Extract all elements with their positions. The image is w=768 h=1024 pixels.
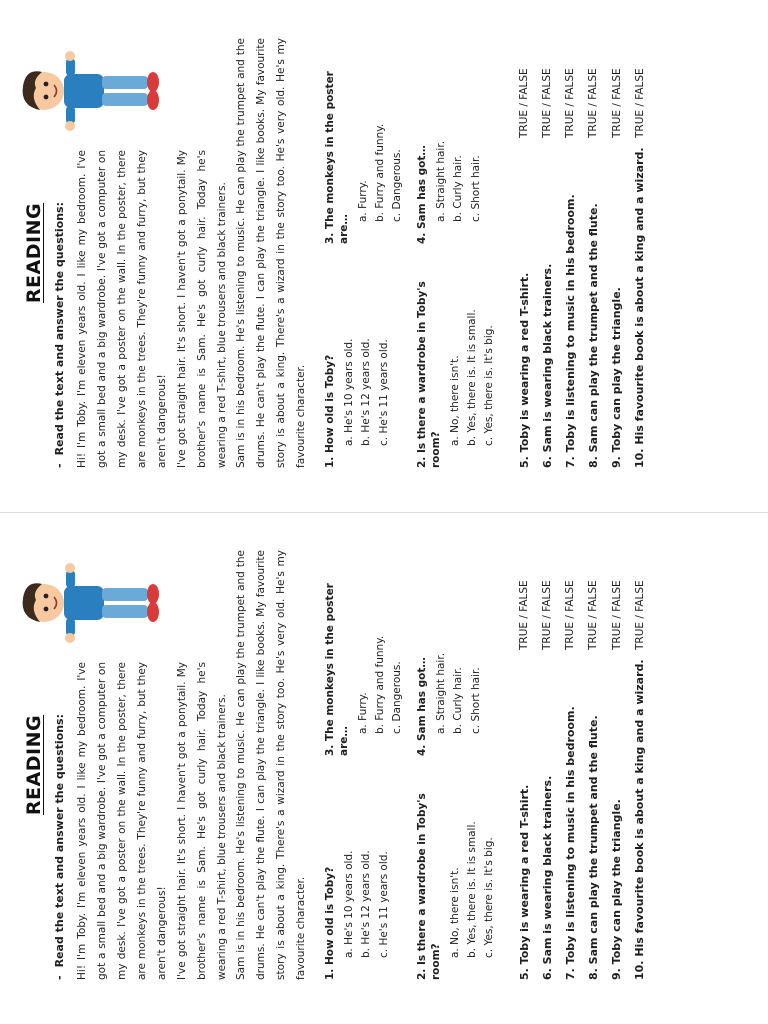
mc-option: a. Straight hair. <box>435 652 448 734</box>
true-false-answer: TRUE / FALSE <box>518 68 531 138</box>
mc-option: a. Furry. <box>356 180 369 222</box>
mc-option: b. Yes, there is. It is small. <box>466 821 479 958</box>
mc-question <box>324 262 406 468</box>
mc-question-text: 2. Is there a wardrobe in Toby's room? <box>416 793 443 980</box>
true-false-row <box>513 38 536 468</box>
true-false-answer: TRUE / FALSE <box>518 580 531 650</box>
passage-paragraph: I've got straight hair. It's short. I haven't got a ponytail. My brother's name is Sam. He's got curly hair. Today he's wearing a red T-shirt, blue trousers and black trainers. <box>175 662 228 980</box>
true-false-statement: 7. Toby is listening to music in his bedroom. <box>563 706 577 980</box>
true-false-answer: TRUE / FALSE <box>587 68 600 138</box>
true-false-statement: 10. His favourite book is about a king and a wizard. <box>633 659 647 980</box>
true-false-answer: TRUE / FALSE <box>610 580 623 650</box>
mc-question <box>416 262 498 468</box>
mc-option: c. Short hair. <box>469 667 482 734</box>
true-false-answer: TRUE / FALSE <box>633 580 646 650</box>
true-false-row <box>536 38 559 468</box>
passage-paragraph: Hi! I'm Toby. I'm eleven years old. I like my bedroom. I've got a small bed and a big wardrobe. I've got a computer on my desk. I've got a poster on the wall. In the poster, there are monkeys in the trees. They're funny and furry, but they aren't dangerous! <box>75 662 168 980</box>
multiple-choice-section <box>324 38 498 468</box>
mc-option: c. He's 11 years old. <box>377 339 390 446</box>
true-false-row <box>513 550 536 980</box>
true-false-row <box>582 38 605 468</box>
mc-question-text: 2. Is there a wardrobe in Toby's room? <box>416 281 443 468</box>
true-false-row <box>559 38 582 468</box>
true-false-row <box>628 550 651 980</box>
true-false-row <box>628 38 651 468</box>
boy-lying-down-icon <box>20 548 170 658</box>
reading-worksheet <box>12 530 752 1000</box>
true-false-row <box>605 550 628 980</box>
mc-option: b. Furry and funny. <box>373 635 386 734</box>
true-false-statement: 6. Sam is wearing black trainers. <box>540 263 554 468</box>
true-false-answer: TRUE / FALSE <box>587 580 600 650</box>
mc-question-text: 4. Sam has got… <box>416 657 429 756</box>
reading-worksheet <box>12 18 752 488</box>
mc-question <box>324 774 406 980</box>
true-false-statement: 7. Toby is listening to music in his bedroom. <box>563 194 577 468</box>
mc-option: b. Curly hair. <box>452 155 465 222</box>
true-false-answer: TRUE / FALSE <box>564 68 577 138</box>
reading-passage-cont <box>232 38 312 468</box>
true-false-statement: 10. His favourite book is about a king and a wizard. <box>633 147 647 468</box>
true-false-section <box>513 38 652 468</box>
true-false-statement: 5. Toby is wearing a red T-shirt. <box>517 272 531 468</box>
mc-option: b. Curly hair. <box>452 667 465 734</box>
true-false-answer: TRUE / FALSE <box>564 580 577 650</box>
true-false-answer: TRUE / FALSE <box>541 68 554 138</box>
mc-option: a. Straight hair. <box>435 140 448 222</box>
instruction: -Read the text and answer the questions: <box>52 713 66 980</box>
mc-option: c. Yes, there is. It's big. <box>483 837 496 958</box>
passage-paragraph: I've got straight hair. It's short. I haven't got a ponytail. My brother's name is Sam. He's got curly hair. Today he's wearing a red T-shirt, blue trousers and black trainers. <box>175 150 228 468</box>
true-false-statement: 5. Toby is wearing a red T-shirt. <box>517 784 531 980</box>
true-false-row <box>536 550 559 980</box>
mc-question-text: 1. How old is Toby? <box>324 354 337 468</box>
mc-option: c. Yes, there is. It's big. <box>483 325 496 446</box>
mc-option: b. He's 12 years old. <box>360 338 373 446</box>
true-false-statement: 9. Toby can play the triangle. <box>610 799 624 980</box>
mc-option: a. Furry. <box>356 692 369 734</box>
mc-option: a. No, there isn't. <box>448 355 461 446</box>
true-false-row <box>559 550 582 980</box>
true-false-statement: 6. Sam is wearing black trainers. <box>540 775 554 980</box>
mc-option: b. He's 12 years old. <box>360 850 373 958</box>
true-false-row <box>582 550 605 980</box>
true-false-section <box>513 550 652 980</box>
true-false-answer: TRUE / FALSE <box>610 68 623 138</box>
mc-question-text: 3. The monkeys in the poster are… <box>324 71 350 244</box>
mc-question-text: 1. How old is Toby? <box>324 866 337 980</box>
instruction: -Read the text and answer the questions: <box>52 201 66 468</box>
mc-question-text: 3. The monkeys in the poster are… <box>324 583 350 756</box>
mc-option: c. Dangerous. <box>391 661 404 734</box>
mc-question <box>324 550 406 756</box>
mc-option: a. He's 10 years old. <box>342 338 355 446</box>
mc-question <box>324 38 406 244</box>
mc-option: c. Dangerous. <box>391 149 404 222</box>
reading-passage-cont <box>232 550 312 980</box>
true-false-statement: 8. Sam can play the trumpet and the flute. <box>586 203 600 468</box>
true-false-statement: 8. Sam can play the trumpet and the flute. <box>586 715 600 980</box>
true-false-answer: TRUE / FALSE <box>633 68 646 138</box>
passage-paragraph: Sam is in his bedroom. He's listening to music. He can play the trumpet and the drums. He can't play the flute. I can play the triangle. I like books. My favourite story is about a king. There's a wizard in the story too. He's very old. He's my favourite character. <box>235 38 308 468</box>
worksheet-title: READING <box>23 714 45 816</box>
mc-option: a. He's 10 years old. <box>342 850 355 958</box>
mc-question <box>416 38 498 244</box>
mc-option: b. Yes, there is. It is small. <box>466 309 479 446</box>
passage-paragraph: Hi! I'm Toby. I'm eleven years old. I like my bedroom. I've got a small bed and a big wardrobe. I've got a computer on my desk. I've got a poster on the wall. In the poster, there are monkeys in the trees. They're funny and furry, but they aren't dangerous! <box>75 150 168 468</box>
page-divider <box>0 512 768 513</box>
mc-option: c. Short hair. <box>469 155 482 222</box>
mc-option: c. He's 11 years old. <box>377 851 390 958</box>
boy-lying-down-icon <box>20 36 170 146</box>
passage-paragraph: Sam is in his bedroom. He's listening to music. He can play the trumpet and the drums. He can't play the flute. I can play the triangle. I like books. My favourite story is about a king. There's a wizard in the story too. He's very old. He's my favourite character. <box>235 550 308 980</box>
mc-option: a. No, there isn't. <box>448 867 461 958</box>
mc-question <box>416 550 498 756</box>
mc-question <box>416 774 498 980</box>
mc-question-text: 4. Sam has got… <box>416 145 429 244</box>
true-false-row <box>605 38 628 468</box>
true-false-statement: 9. Toby can play the triangle. <box>610 287 624 468</box>
mc-option: b. Furry and funny. <box>373 123 386 222</box>
true-false-answer: TRUE / FALSE <box>541 580 554 650</box>
multiple-choice-section <box>324 550 498 980</box>
worksheet-title: READING <box>23 202 45 304</box>
